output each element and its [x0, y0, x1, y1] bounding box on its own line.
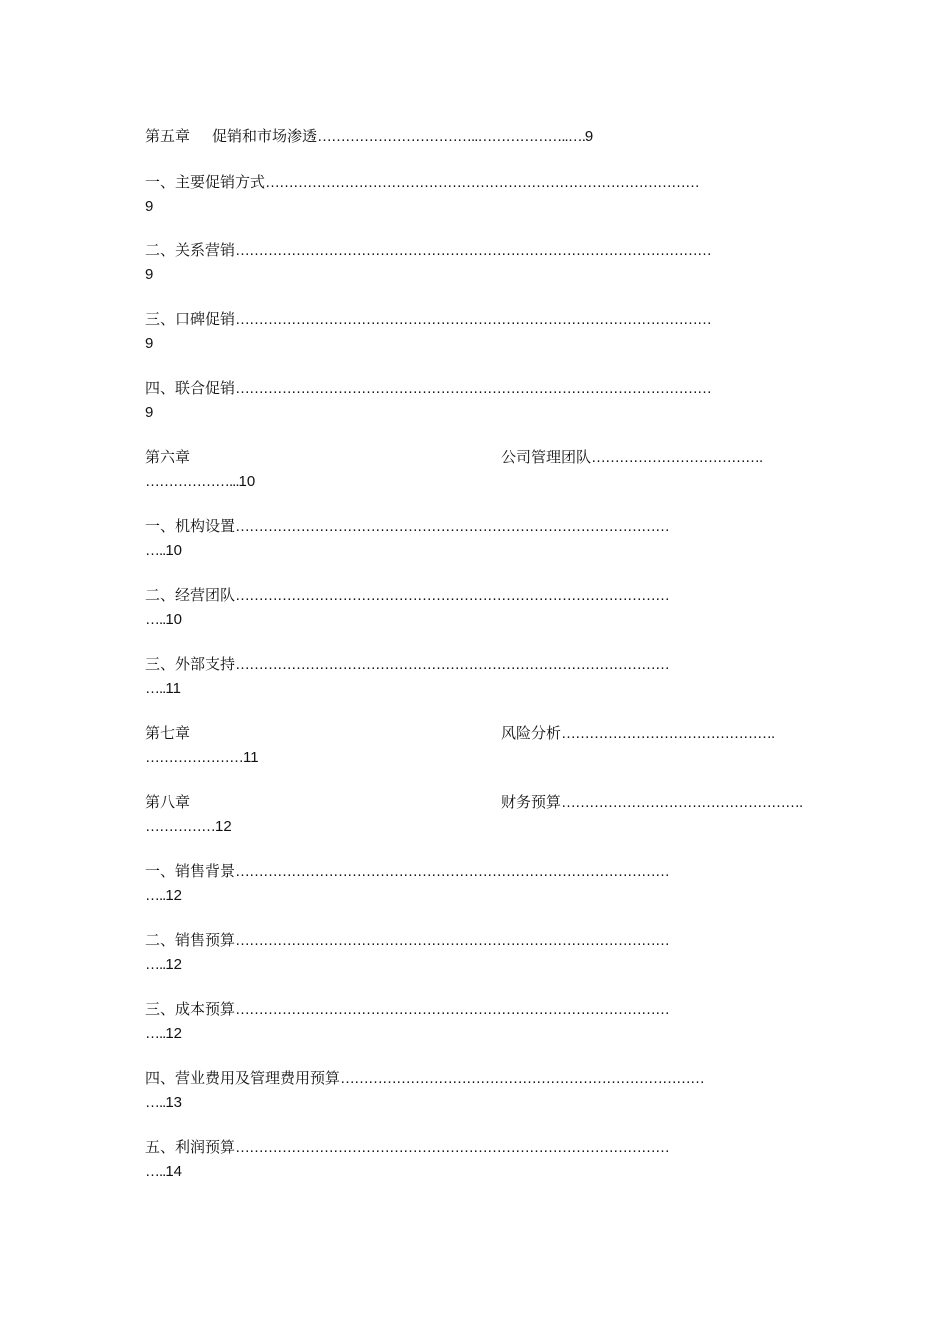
- page-number: 11: [165, 680, 181, 697]
- dot-leader: …………………………………………………………………………………: [235, 1001, 670, 1018]
- entry-label: 四、营业费用及管理费用预算: [145, 1069, 341, 1087]
- chapter-title: 风险分析: [501, 724, 562, 742]
- dot-leader: …………………………………………………………………………………………: [235, 380, 712, 397]
- chapter-title: 财务预算: [501, 793, 562, 811]
- entry-label: 三、成本预算: [145, 1000, 236, 1018]
- dot-leader: ……………: [145, 818, 215, 835]
- dot-leader: ……………………………..………………..….: [317, 128, 585, 145]
- page-number: 12: [165, 1025, 183, 1042]
- entry-label: 一、销售背景: [145, 862, 236, 880]
- page-number: 9: [145, 335, 154, 352]
- dot-leader: …..: [145, 956, 166, 973]
- dot-leader: …..: [145, 887, 166, 904]
- toc-chapter-7[interactable]: [145, 723, 190, 743]
- chapter-title: 促销和市场渗透: [212, 127, 318, 145]
- dot-leader: …..: [145, 1025, 166, 1042]
- page-number: 12: [165, 887, 183, 904]
- toc-chapter-5[interactable]: [145, 126, 593, 146]
- toc-chapter-8[interactable]: [145, 792, 190, 812]
- toc-chapter-6[interactable]: [145, 447, 190, 467]
- toc-entry[interactable]: [145, 516, 669, 536]
- page-number: 9: [145, 266, 154, 283]
- dot-leader: …………………………………………………………………………………………: [235, 242, 712, 259]
- dot-leader: …..: [145, 611, 166, 628]
- entry-label: 一、机构设置: [145, 517, 236, 535]
- page-number: 13: [165, 1094, 183, 1111]
- dot-leader: …..: [145, 1163, 166, 1180]
- chapter-label: 第七章: [145, 724, 191, 742]
- entry-label: 一、主要促销方式: [145, 173, 266, 191]
- dot-leader: …………………………………………………………………………………: [235, 518, 670, 535]
- dot-leader: …………………: [145, 749, 243, 766]
- toc-entry[interactable]: [145, 999, 669, 1019]
- toc-entry[interactable]: [145, 1068, 704, 1088]
- dot-leader: …..: [145, 680, 166, 697]
- page-number: 9: [145, 198, 154, 215]
- dot-leader: ………………...: [145, 473, 239, 490]
- entry-label: 五、利润预算: [145, 1138, 236, 1156]
- entry-label: 四、联合促销: [145, 379, 236, 397]
- page-number: 14: [165, 1163, 183, 1180]
- page-number: 9: [584, 128, 594, 145]
- entry-label: 二、经营团队: [145, 586, 236, 604]
- dot-leader: …………………………………………………………………………………………: [235, 311, 712, 328]
- dot-leader: …………………………………………………………………………………: [235, 656, 670, 673]
- page-number: 10: [165, 542, 183, 559]
- toc-entry[interactable]: [145, 654, 669, 674]
- page-number: 10: [238, 473, 256, 490]
- page-number: 10: [165, 611, 183, 628]
- chapter-title: 公司管理团队: [501, 448, 592, 466]
- entry-label: 二、销售预算: [145, 931, 236, 949]
- toc-entry[interactable]: [145, 585, 669, 605]
- page-number: 12: [165, 956, 183, 973]
- dot-leader: …………………………………………….: [561, 794, 803, 811]
- dot-leader: ……………………………….: [591, 449, 763, 466]
- dot-leader: …………………………………………………………………………………: [235, 932, 670, 949]
- dot-leader: …………………………………………………………………………………: [265, 174, 700, 191]
- toc-entry[interactable]: [145, 378, 711, 398]
- dot-leader: …………………………………………………………………………………: [235, 1139, 670, 1156]
- toc-entry[interactable]: [145, 861, 669, 881]
- page-number: 11: [243, 749, 259, 766]
- dot-leader: …………………………………………………………………………………: [235, 863, 670, 880]
- dot-leader: …..: [145, 542, 166, 559]
- entry-label: 二、关系营销: [145, 241, 236, 259]
- page-number: 12: [215, 818, 232, 835]
- entry-label: 三、口碑促销: [145, 310, 236, 328]
- dot-leader: ……………………………………….: [561, 725, 775, 742]
- dot-leader: …..: [145, 1094, 166, 1111]
- chapter-label: 第六章: [145, 448, 191, 466]
- toc-entry[interactable]: [145, 309, 711, 329]
- page-number: 9: [145, 404, 154, 421]
- dot-leader: ……………………………………………………………………: [340, 1070, 705, 1087]
- chapter-label: 第八章: [145, 793, 191, 811]
- toc-entry[interactable]: [145, 1137, 669, 1157]
- toc-entry[interactable]: [145, 930, 669, 950]
- toc-entry[interactable]: [145, 172, 699, 192]
- dot-leader: …………………………………………………………………………………: [235, 587, 670, 604]
- toc-entry[interactable]: [145, 240, 711, 260]
- chapter-label: 第五章: [145, 127, 191, 145]
- entry-label: 三、外部支持: [145, 655, 236, 673]
